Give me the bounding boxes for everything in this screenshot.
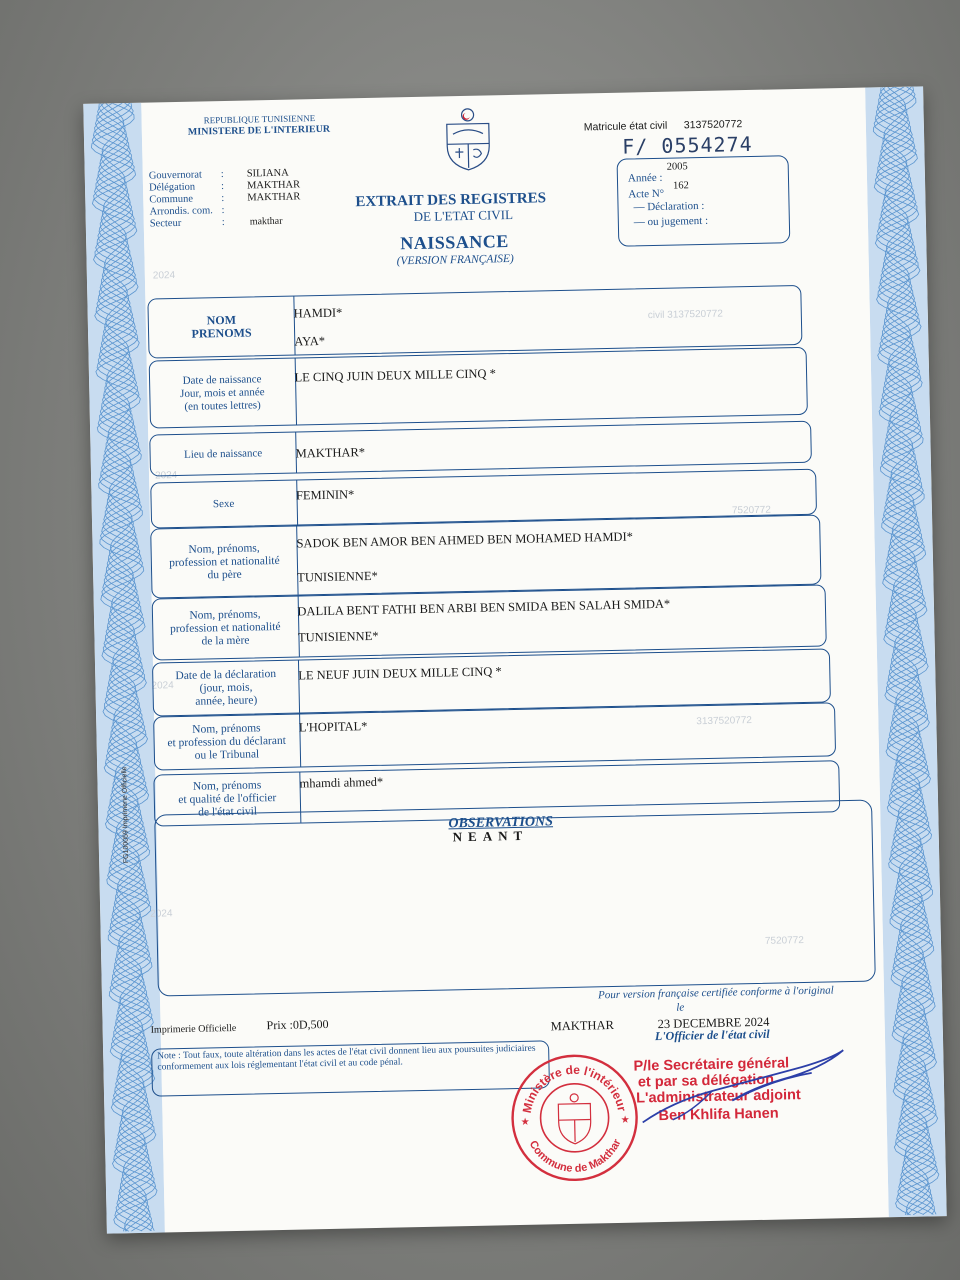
- record-row: [148, 347, 807, 429]
- annee-label: Année :: [627, 171, 663, 185]
- price-label: Prix :0D,500: [266, 1016, 329, 1033]
- location-colon: :: [221, 192, 225, 205]
- issue-date: 23 DECEMBRE 2024: [657, 1014, 770, 1032]
- location-value: MAKTHAR: [247, 191, 301, 204]
- matricule-label: Matricule état civil: [583, 119, 668, 134]
- watermark-matricule: civil 3137520772: [647, 308, 723, 322]
- title-etat-civil: DE L'ETAT CIVIL: [413, 206, 514, 225]
- location-block: [148, 167, 301, 231]
- record-row-value: FEMININ*: [295, 487, 355, 503]
- officer-title: L'Officier de l'état civil: [654, 1026, 770, 1044]
- record-row-value: AYA*: [294, 333, 326, 349]
- record-row-label: Nom, prénoms et qualité de l'officier de l'état civil: [154, 773, 301, 826]
- watermark-matricule: 7520772: [731, 504, 771, 517]
- record-row-value: HAMDI*: [293, 305, 343, 321]
- record-row: [147, 285, 802, 359]
- location-colon: :: [221, 204, 225, 217]
- record-row-label: NOM PRENOMS: [148, 297, 295, 358]
- acte-value: 162: [672, 180, 689, 192]
- record-row-value: TUNISIENNE*: [297, 568, 378, 585]
- watermark-matricule: 3137520772: [696, 715, 753, 728]
- record-row-value: TUNISIENNE*: [297, 628, 379, 645]
- svg-text:Ministère de l'intérieur: Ministère de l'intérieur: [519, 1062, 630, 1115]
- record-row-value: L'HOPITAL*: [298, 719, 368, 735]
- birth-certificate-document: [83, 86, 946, 1233]
- record-row-label: Nom, prénoms, profession et nationalité du père: [151, 527, 298, 598]
- legal-note: Note : Tout faux, toute altération dans les actes de l'état civil donnent lieu aux poursuites judiciaires conformement aux lois réglementant l'état civil et au code pénal.: [157, 1043, 536, 1073]
- side-print-label: FG100059 Imprimerie Officielle: [121, 766, 131, 864]
- title-version: (VERSION FRANÇAISE): [396, 252, 514, 268]
- record-row-value: SADOK BEN AMOR BEN AHMED BEN MOHAMED HAMDI*: [296, 529, 634, 551]
- title-registers: EXTRAIT DES REGISTRES: [355, 190, 547, 211]
- svg-text:★: ★: [520, 1116, 530, 1128]
- record-row-label: Nom, prénoms, profession et nationalité de la mère: [152, 597, 299, 660]
- ministry-label: MINISTERE DE L'INTERIEUR: [187, 123, 331, 138]
- location-value: MAKTHAR: [246, 179, 301, 192]
- signature-line-1: P/le Secrétaire général: [633, 1055, 790, 1075]
- record-row-label: Date de naissance Jour, mois et année (en toutes lettres): [149, 359, 296, 428]
- watermark-year: 2024: [152, 270, 176, 282]
- declaration-label: — Déclaration :: [633, 199, 705, 214]
- record-row: [149, 421, 812, 477]
- record-row-value: LE NEUF JUIN DEUX MILLE CINQ *: [298, 664, 502, 683]
- le-label: le: [676, 1001, 685, 1014]
- watermark-matricule: 7520772: [764, 935, 804, 947]
- record-row-label: Nom, prénoms et profession du déclarant ou le Tribunal: [154, 715, 301, 770]
- watermark-year: 2024: [151, 680, 174, 692]
- jugement-label: — ou jugement :: [633, 214, 709, 229]
- watermark-year: 2024: [154, 470, 178, 482]
- issue-place: MAKTHAR: [550, 1018, 615, 1034]
- location-label: Arrondis. com.: [149, 205, 213, 218]
- record-row-value: DALILA BENT FATHI BEN ARBI BEN SMIDA BEN SALAH SMIDA*: [297, 596, 671, 619]
- record-row-label: Lieu de naissance: [150, 433, 297, 476]
- svg-text:Commune de Makthar: Commune de Makthar: [526, 1137, 624, 1175]
- right-security-border: [865, 86, 947, 1217]
- location-colon: :: [221, 216, 225, 229]
- location-label: Gouvernorat: [148, 169, 202, 182]
- location-label: Commune: [149, 193, 194, 206]
- acte-label: Acte N°: [628, 187, 665, 201]
- observations-title: OBSERVATIONS: [448, 814, 554, 832]
- signature-line-3: L'administrateur adjoint: [636, 1087, 801, 1107]
- record-row-label: Sexe: [151, 481, 298, 528]
- record-row-value: mhamdi ahmed*: [299, 774, 384, 791]
- watermark-year: 2024: [150, 908, 173, 920]
- annee-value: 2005: [666, 161, 688, 173]
- republic-label: REPUBLIQUE TUNISIENNE: [203, 113, 316, 126]
- record-row-value: LE CINQ JUIN DEUX MILLE CINQ *: [294, 366, 497, 385]
- matricule-value: 3137520772: [683, 118, 743, 132]
- signature-line-2: et par sa délégation: [637, 1071, 775, 1091]
- handwritten-signature-icon: [631, 1038, 853, 1133]
- title-naissance: NAISSANCE: [400, 231, 509, 254]
- record-row-label: Date de la déclaration (jour, mois, année, heure): [153, 661, 300, 716]
- official-stamp-icon: [507, 1050, 642, 1185]
- location-label: Délégation: [148, 181, 196, 194]
- svg-text:★: ★: [620, 1114, 630, 1126]
- location-value: SILIANA: [246, 167, 289, 180]
- location-label: Secteur: [149, 217, 182, 230]
- folio-number: F/ 0554274: [622, 131, 753, 159]
- record-row: [151, 584, 826, 660]
- signature-line-4: Ben Khlifa Hanen: [658, 1105, 779, 1125]
- conformity-statement: Pour version française certifiée conforme à l'original: [597, 984, 834, 1002]
- location-colon: :: [220, 168, 224, 181]
- observations-value: NEANT: [452, 827, 529, 845]
- location-colon: :: [220, 180, 225, 193]
- printer-label: Imprimerie Officielle: [150, 1022, 237, 1036]
- location-value: makthar: [249, 215, 283, 228]
- tunisian-coat-of-arms-icon: [438, 105, 497, 172]
- record-row-value: MAKTHAR*: [295, 445, 366, 461]
